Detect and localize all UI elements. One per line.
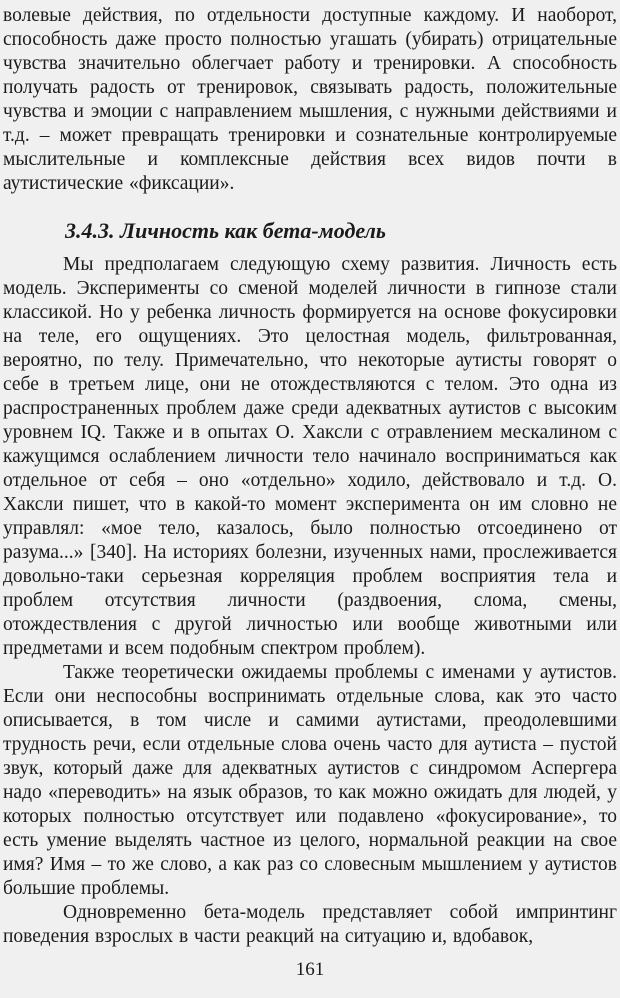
paragraph: Мы предполагаем следующую схему развития. Личность есть модель. Эксперименты со сменой моделей личности в гипнозе стали классикой. Но у ребенка личность формируется на основе фокусировки на теле, его ощущениях. Это целостная модель, фильтрованная, вероятно, по телу. Примечательно, что некоторые аутисты говорят о себе в третьем лице, они не отождествляются с телом. Это одна из распространенных проблем даже среди адекватных аутистов с высоким уровнем IQ. Также и в опытах О. Хаксли с отравлением мескалином с кажущимся ослаблением личности тело начинало восприниматься как отдельное от себя – оно «отдельно» ходило, действовало и т.д. О. Хаксли пишет, что в какой-то момент эксперимента он им словно не управлял: «мое тело, казалось, было полностью отсоединено от разума...» [340]. На историях болезни, изученных нами, прослеживается довольно-таки серьезная корреляция проблем восприятия тела и проблем отсутствия личности (раздвоения, слома, смены, отождествления с другой личностью или вообще животными или предметами и всем подобным спектром проблем). xyxy=(3,254,617,659)
paragraph: Одновременно бета-модель представляет собой импринтинг поведения взрослых в части реакций на ситуацию и, вдобавок, xyxy=(3,902,617,947)
paragraph: Также теоретически ожидаемы проблемы с именами у аутистов. Если они неспособны воспринимать отдельные слова, как это часто описывается, в том числе и самими аутистами, преодолевшими трудность речи, если отдельные слова очень часто для аутиста – пустой звук, который даже для адекватных аутистов с синдромом Аспергера надо «переводить» на язык образов, то как можно ожидать для людей, у которых полностью отсутствует или подавлено «фокусирование», то есть умение выделять частное из целого, нормальной реакции на свое имя? Имя – то же слово, а как раз со словесным мышлением у аутистов большие проблемы. xyxy=(3,662,617,899)
section-heading: 3.4.3. Личность как бета-модель xyxy=(65,218,386,243)
continued-paragraph: волевые действия, по отдельности доступные каждому. И наоборот, способность даже просто полностью угашать (убирать) отрицательные чувства значительно облегчает работу и тренировки. А способность получать радость от тренировок, связывать радость, положительные чувства и эмоции с направлением мышления, с нужными действиями и т.д. – может превращать тренировки и сознательные контролируемые мыслительные и комплексные действия всех видов почти в аутистические «фиксации». xyxy=(3,5,617,194)
page-number: 161 xyxy=(295,959,325,980)
